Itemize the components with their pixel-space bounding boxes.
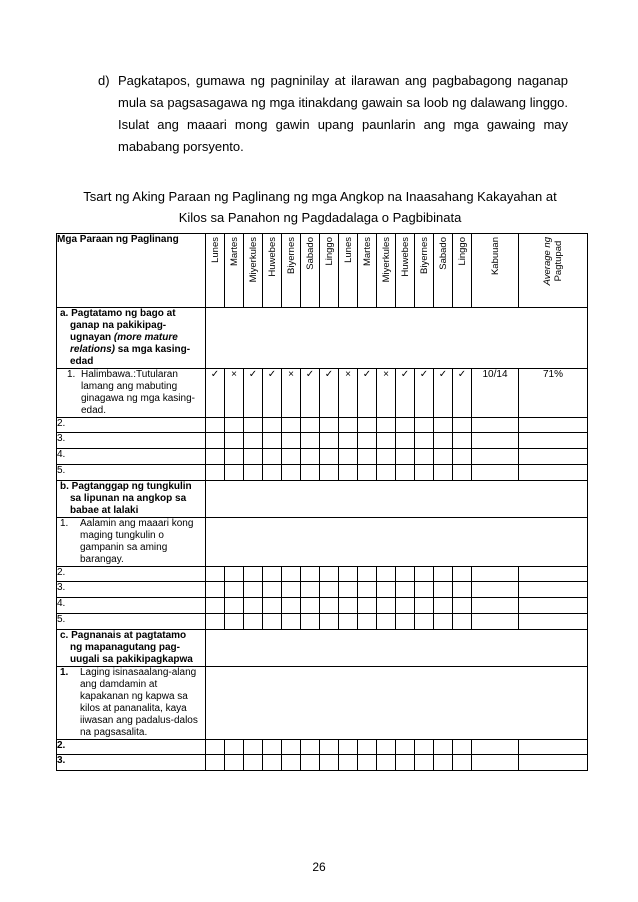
mark-cell[interactable]	[415, 755, 434, 771]
average-cell[interactable]	[519, 567, 588, 582]
section-b-empty	[206, 481, 588, 518]
mark-cell[interactable]: ✓	[263, 369, 282, 418]
item-number: 1.	[60, 518, 69, 529]
item-text: Aalamin ang maaari kong maging tungkulin o gampanin sa aming barangay.	[80, 518, 194, 565]
header-total-label: Kabuuan	[489, 237, 501, 276]
mark-cell[interactable]	[282, 614, 301, 630]
mark-cell[interactable]	[225, 614, 244, 630]
header-day-label: Biyernes	[418, 237, 430, 274]
table-row	[57, 518, 588, 567]
mark-cell[interactable]	[320, 567, 339, 582]
mark-cell[interactable]	[301, 582, 320, 598]
mark-cell[interactable]	[282, 598, 301, 614]
mark-cell[interactable]	[301, 449, 320, 465]
table-row	[57, 465, 588, 481]
total-cell[interactable]	[472, 465, 519, 481]
mark-cell[interactable]	[415, 567, 434, 582]
mark-cell[interactable]: ✓	[453, 369, 472, 418]
header-methods: Mga Paraan ng Paglinang	[57, 234, 206, 308]
mark-cell[interactable]	[377, 449, 396, 465]
mark-cell[interactable]	[206, 740, 225, 755]
mark-cell[interactable]	[358, 614, 377, 630]
mark-cell[interactable]	[320, 465, 339, 481]
header-day	[396, 234, 415, 308]
mark-cell[interactable]	[206, 433, 225, 449]
mark-cell[interactable]	[453, 433, 472, 449]
row-number: 4.	[57, 598, 206, 614]
mark-cell[interactable]	[434, 433, 453, 449]
mark-cell[interactable]	[225, 465, 244, 481]
mark-cell[interactable]	[396, 755, 415, 771]
mark-cell[interactable]	[206, 465, 225, 481]
mark-cell[interactable]	[320, 418, 339, 433]
mark-cell[interactable]	[377, 755, 396, 771]
mark-cell[interactable]: ×	[282, 369, 301, 418]
header-row	[57, 234, 588, 308]
mark-cell[interactable]	[282, 449, 301, 465]
header-average-line1: Average ng	[542, 237, 553, 286]
table-row	[57, 449, 588, 465]
header-day-label: Lunes	[209, 237, 221, 263]
mark-cell[interactable]	[396, 433, 415, 449]
mark-cell[interactable]	[244, 465, 263, 481]
row-number: 3.	[57, 582, 206, 598]
mark-cell[interactable]	[396, 418, 415, 433]
item-text: Halimbawa.:Tutularan lamang ang mabuting ginagawa ng mga kasing-edad.	[81, 369, 195, 416]
mark-cell[interactable]	[396, 598, 415, 614]
header-day	[434, 234, 453, 308]
header-day-label: Martes	[228, 237, 240, 267]
mark-cell[interactable]	[434, 465, 453, 481]
mark-cell[interactable]	[396, 614, 415, 630]
header-day	[244, 234, 263, 308]
mark-cell[interactable]	[434, 449, 453, 465]
mark-cell[interactable]	[263, 582, 282, 598]
header-day	[358, 234, 377, 308]
mark-cell[interactable]	[320, 614, 339, 630]
mark-cell[interactable]	[206, 418, 225, 433]
table-row	[57, 598, 588, 614]
mark-cell[interactable]	[377, 614, 396, 630]
mark-cell[interactable]: ✓	[320, 369, 339, 418]
mark-cell[interactable]	[339, 418, 358, 433]
section-c-line1: c. Pagnanais at pagtatamo	[60, 630, 187, 641]
mark-cell[interactable]	[358, 465, 377, 481]
mark-cell[interactable]	[263, 433, 282, 449]
average-cell[interactable]	[519, 740, 588, 755]
mark-cell[interactable]	[415, 465, 434, 481]
chart-title-line2: Kilos sa Panahon ng Pagdadalaga o Pagbibinata	[178, 210, 462, 225]
mark-cell[interactable]	[206, 582, 225, 598]
mark-cell[interactable]	[225, 433, 244, 449]
header-day	[206, 234, 225, 308]
mark-cell[interactable]	[377, 582, 396, 598]
mark-cell[interactable]	[263, 465, 282, 481]
mark-cell[interactable]	[301, 418, 320, 433]
mark-cell[interactable]	[339, 598, 358, 614]
mark-cell[interactable]	[396, 567, 415, 582]
total-cell[interactable]	[472, 449, 519, 465]
mark-cell[interactable]	[415, 418, 434, 433]
mark-cell[interactable]	[263, 449, 282, 465]
total-cell[interactable]	[472, 582, 519, 598]
header-day	[301, 234, 320, 308]
mark-cell[interactable]	[244, 740, 263, 755]
mark-cell[interactable]	[282, 740, 301, 755]
total-cell[interactable]	[472, 755, 519, 771]
total-cell[interactable]	[472, 614, 519, 630]
mark-cell[interactable]	[434, 598, 453, 614]
section-a-line3-italic: (more mature	[113, 332, 178, 343]
mark-cell[interactable]	[301, 465, 320, 481]
header-total	[472, 234, 519, 308]
header-day-label: Linggo	[323, 237, 335, 266]
mark-cell[interactable]	[244, 449, 263, 465]
instruction-text: Pagkatapos, gumawa ng pagninilay at ilarawan ang pagbabagong naganap mula sa pagsasagawa ng mga itinakdang gawain sa loob ng dalawang linggo. Isulat ang maaari mong gawin upang paunlarin ang mga gawaing may mababang porsyento.	[118, 73, 568, 154]
mark-cell[interactable]	[339, 755, 358, 771]
mark-cell[interactable]	[396, 582, 415, 598]
mark-cell[interactable]	[282, 418, 301, 433]
item-text: Laging isinasaalang-alang ang damdamin at kapakanan ng kapwa sa kilos at pananalita, kaya iiwasan ang padalus-dalos na pagsasalita.	[80, 667, 198, 738]
table-row	[57, 755, 588, 771]
section-b-item1-empty	[206, 518, 588, 567]
mark-cell[interactable]	[415, 582, 434, 598]
mark-cell[interactable]	[301, 433, 320, 449]
mark-cell[interactable]	[415, 449, 434, 465]
mark-cell[interactable]: ✓	[358, 369, 377, 418]
average-cell[interactable]	[519, 614, 588, 630]
mark-cell[interactable]	[396, 465, 415, 481]
section-c-empty	[206, 630, 588, 667]
header-day	[453, 234, 472, 308]
section-a-line4-italic: relations)	[70, 344, 116, 355]
mark-cell[interactable]	[453, 465, 472, 481]
header-day	[377, 234, 396, 308]
section-a-empty	[206, 308, 588, 369]
section-b-line1: b. Pagtanggap ng tungkulin	[60, 481, 192, 492]
mark-cell[interactable]	[225, 418, 244, 433]
section-c-line2: ng mapanagutang pag-	[70, 642, 180, 653]
section-a-row	[57, 308, 588, 369]
mark-cell[interactable]	[225, 449, 244, 465]
mark-cell[interactable]	[377, 740, 396, 755]
mark-cell[interactable]	[339, 740, 358, 755]
section-a-line4	[60, 344, 205, 356]
section-c-heading	[57, 630, 206, 667]
header-day	[339, 234, 358, 308]
mark-cell[interactable]: ✓	[434, 369, 453, 418]
table-row	[57, 418, 588, 433]
section-a-line3-text: ugnayan	[70, 332, 114, 343]
mark-cell[interactable]	[282, 465, 301, 481]
section-a-line3	[60, 332, 205, 344]
row-number: 2.	[57, 418, 206, 433]
header-day-label: Linggo	[456, 237, 468, 266]
header-day-label: Huwebes	[399, 237, 411, 277]
section-a-heading	[57, 308, 206, 369]
mark-cell[interactable]	[434, 755, 453, 771]
mark-cell[interactable]	[206, 614, 225, 630]
mark-cell[interactable]	[244, 755, 263, 771]
section-a-line1: a. Pagtatamo ng bago at	[60, 308, 176, 319]
section-b-row	[57, 481, 588, 518]
mark-cell[interactable]	[453, 614, 472, 630]
section-a-line5: edad	[70, 356, 94, 367]
mark-cell[interactable]	[301, 614, 320, 630]
average-cell[interactable]	[519, 418, 588, 433]
mark-cell[interactable]	[263, 740, 282, 755]
total-cell[interactable]	[472, 433, 519, 449]
mark-cell[interactable]	[244, 418, 263, 433]
mark-cell[interactable]	[377, 465, 396, 481]
mark-cell[interactable]	[263, 567, 282, 582]
header-average-label	[542, 234, 564, 285]
mark-cell[interactable]	[225, 567, 244, 582]
mark-cell[interactable]	[282, 755, 301, 771]
mark-cell[interactable]	[377, 567, 396, 582]
mark-cell[interactable]	[358, 449, 377, 465]
mark-cell[interactable]	[301, 598, 320, 614]
mark-cell[interactable]	[320, 740, 339, 755]
section-c-row	[57, 630, 588, 667]
mark-cell[interactable]	[358, 755, 377, 771]
mark-cell[interactable]	[282, 582, 301, 598]
total-cell[interactable]	[472, 418, 519, 433]
section-a-line2: ganap na pakikipag-	[70, 320, 167, 331]
mark-cell[interactable]: ×	[377, 369, 396, 418]
mark-cell[interactable]	[301, 755, 320, 771]
header-day	[282, 234, 301, 308]
mark-cell[interactable]	[339, 567, 358, 582]
header-day-label: Martes	[361, 237, 373, 267]
mark-cell[interactable]	[339, 433, 358, 449]
average-cell[interactable]	[519, 449, 588, 465]
header-average	[519, 234, 588, 308]
mark-cell[interactable]	[358, 582, 377, 598]
mark-cell[interactable]	[320, 582, 339, 598]
mark-cell[interactable]	[434, 582, 453, 598]
average-cell[interactable]	[519, 755, 588, 771]
mark-cell[interactable]	[453, 449, 472, 465]
mark-cell[interactable]: ✓	[244, 369, 263, 418]
table-row	[57, 567, 588, 582]
header-day	[320, 234, 339, 308]
table-row	[57, 667, 588, 740]
section-a-line4-text: sa mga kasing-	[115, 344, 191, 355]
mark-cell[interactable]	[339, 465, 358, 481]
mark-cell[interactable]	[320, 755, 339, 771]
table-row	[57, 740, 588, 755]
header-day-label: Miyerkules	[247, 237, 259, 283]
mark-cell[interactable]	[263, 755, 282, 771]
mark-cell[interactable]	[206, 449, 225, 465]
mark-cell[interactable]	[263, 418, 282, 433]
header-day-label: Miyerkules	[380, 237, 392, 283]
section-b-line3: babae at lalaki	[70, 505, 139, 516]
header-day-label: Huwebes	[266, 237, 278, 277]
instruction-paragraph	[98, 70, 568, 158]
row-number: 3.	[57, 433, 206, 449]
mark-cell[interactable]	[415, 598, 434, 614]
section-b-line2: sa lipunan na angkop sa	[70, 493, 187, 504]
mark-cell[interactable]	[339, 582, 358, 598]
mark-cell[interactable]	[339, 614, 358, 630]
mark-cell[interactable]	[244, 582, 263, 598]
section-c-item1	[57, 667, 206, 740]
mark-cell[interactable]: ✓	[415, 369, 434, 418]
mark-cell[interactable]	[206, 567, 225, 582]
mark-cell[interactable]	[453, 755, 472, 771]
table-row	[57, 614, 588, 630]
item-number: 1.	[67, 369, 76, 380]
average-cell[interactable]	[519, 465, 588, 481]
mark-cell[interactable]	[358, 433, 377, 449]
table-row	[57, 369, 588, 418]
mark-cell[interactable]: ×	[225, 369, 244, 418]
table-row	[57, 582, 588, 598]
mark-cell[interactable]	[320, 433, 339, 449]
row-number: 3.	[57, 755, 206, 771]
average-cell[interactable]	[519, 582, 588, 598]
item-number: 1.	[60, 667, 69, 678]
mark-cell[interactable]	[377, 418, 396, 433]
mark-cell[interactable]	[415, 433, 434, 449]
mark-cell[interactable]	[396, 449, 415, 465]
header-day	[263, 234, 282, 308]
section-a-item1	[57, 369, 206, 418]
mark-cell[interactable]	[358, 418, 377, 433]
mark-cell[interactable]	[320, 449, 339, 465]
mark-cell[interactable]	[453, 567, 472, 582]
mark-cell[interactable]	[434, 567, 453, 582]
mark-cell[interactable]	[244, 598, 263, 614]
mark-cell[interactable]	[244, 433, 263, 449]
row-number: 2.	[57, 567, 206, 582]
section-c-item1-empty	[206, 667, 588, 740]
mark-cell[interactable]	[320, 598, 339, 614]
mark-cell[interactable]	[263, 614, 282, 630]
header-day-label: Lunes	[342, 237, 354, 263]
total-cell[interactable]	[472, 567, 519, 582]
header-day-label: Sabado	[437, 237, 449, 270]
mark-cell[interactable]: ✓	[301, 369, 320, 418]
header-day	[225, 234, 244, 308]
instruction-label: d)	[98, 73, 110, 88]
mark-cell[interactable]	[377, 598, 396, 614]
mark-cell[interactable]	[415, 740, 434, 755]
total-cell[interactable]	[472, 740, 519, 755]
mark-cell[interactable]	[415, 614, 434, 630]
mark-cell[interactable]	[206, 755, 225, 771]
mark-cell[interactable]	[244, 567, 263, 582]
total-cell[interactable]	[472, 598, 519, 614]
mark-cell[interactable]	[377, 433, 396, 449]
development-chart-table	[56, 233, 588, 771]
row-number: 2.	[57, 740, 206, 755]
mark-cell[interactable]	[434, 418, 453, 433]
mark-cell[interactable]	[301, 740, 320, 755]
section-c-line3: uugali sa pakikipagkapwa	[70, 654, 193, 665]
table-row	[57, 433, 588, 449]
mark-cell[interactable]	[453, 582, 472, 598]
average-cell[interactable]: 71%	[519, 369, 588, 418]
mark-cell[interactable]	[434, 614, 453, 630]
section-b-item1	[57, 518, 206, 567]
mark-cell[interactable]	[225, 755, 244, 771]
mark-cell[interactable]	[282, 567, 301, 582]
mark-cell[interactable]	[206, 598, 225, 614]
row-number: 5.	[57, 614, 206, 630]
mark-cell[interactable]	[282, 433, 301, 449]
chart-title-line1: Tsart ng Aking Paraan ng Paglinang ng mga Angkop na Inaasahang Kakayahan at	[83, 189, 557, 204]
mark-cell[interactable]	[358, 598, 377, 614]
average-cell[interactable]	[519, 598, 588, 614]
section-b-heading	[57, 481, 206, 518]
mark-cell[interactable]	[301, 567, 320, 582]
mark-cell[interactable]	[453, 598, 472, 614]
mark-cell[interactable]	[358, 567, 377, 582]
row-number: 4.	[57, 449, 206, 465]
average-cell[interactable]	[519, 433, 588, 449]
mark-cell[interactable]: ✓	[206, 369, 225, 418]
mark-cell[interactable]	[225, 582, 244, 598]
mark-cell[interactable]	[339, 449, 358, 465]
header-day-label: Biyernes	[285, 237, 297, 274]
mark-cell[interactable]	[453, 418, 472, 433]
mark-cell[interactable]	[244, 614, 263, 630]
mark-cell[interactable]	[453, 740, 472, 755]
header-day-label: Sabado	[304, 237, 316, 270]
mark-cell[interactable]	[434, 740, 453, 755]
header-average-line2: Pagtupad	[553, 240, 564, 282]
mark-cell[interactable]	[396, 740, 415, 755]
mark-cell[interactable]	[225, 740, 244, 755]
total-cell[interactable]: 10/14	[472, 369, 519, 418]
mark-cell[interactable]	[358, 740, 377, 755]
mark-cell[interactable]: ✓	[396, 369, 415, 418]
mark-cell[interactable]: ×	[339, 369, 358, 418]
header-day	[415, 234, 434, 308]
mark-cell[interactable]	[263, 598, 282, 614]
page-number: 26	[312, 860, 326, 874]
row-number: 5.	[57, 465, 206, 481]
mark-cell[interactable]	[225, 598, 244, 614]
